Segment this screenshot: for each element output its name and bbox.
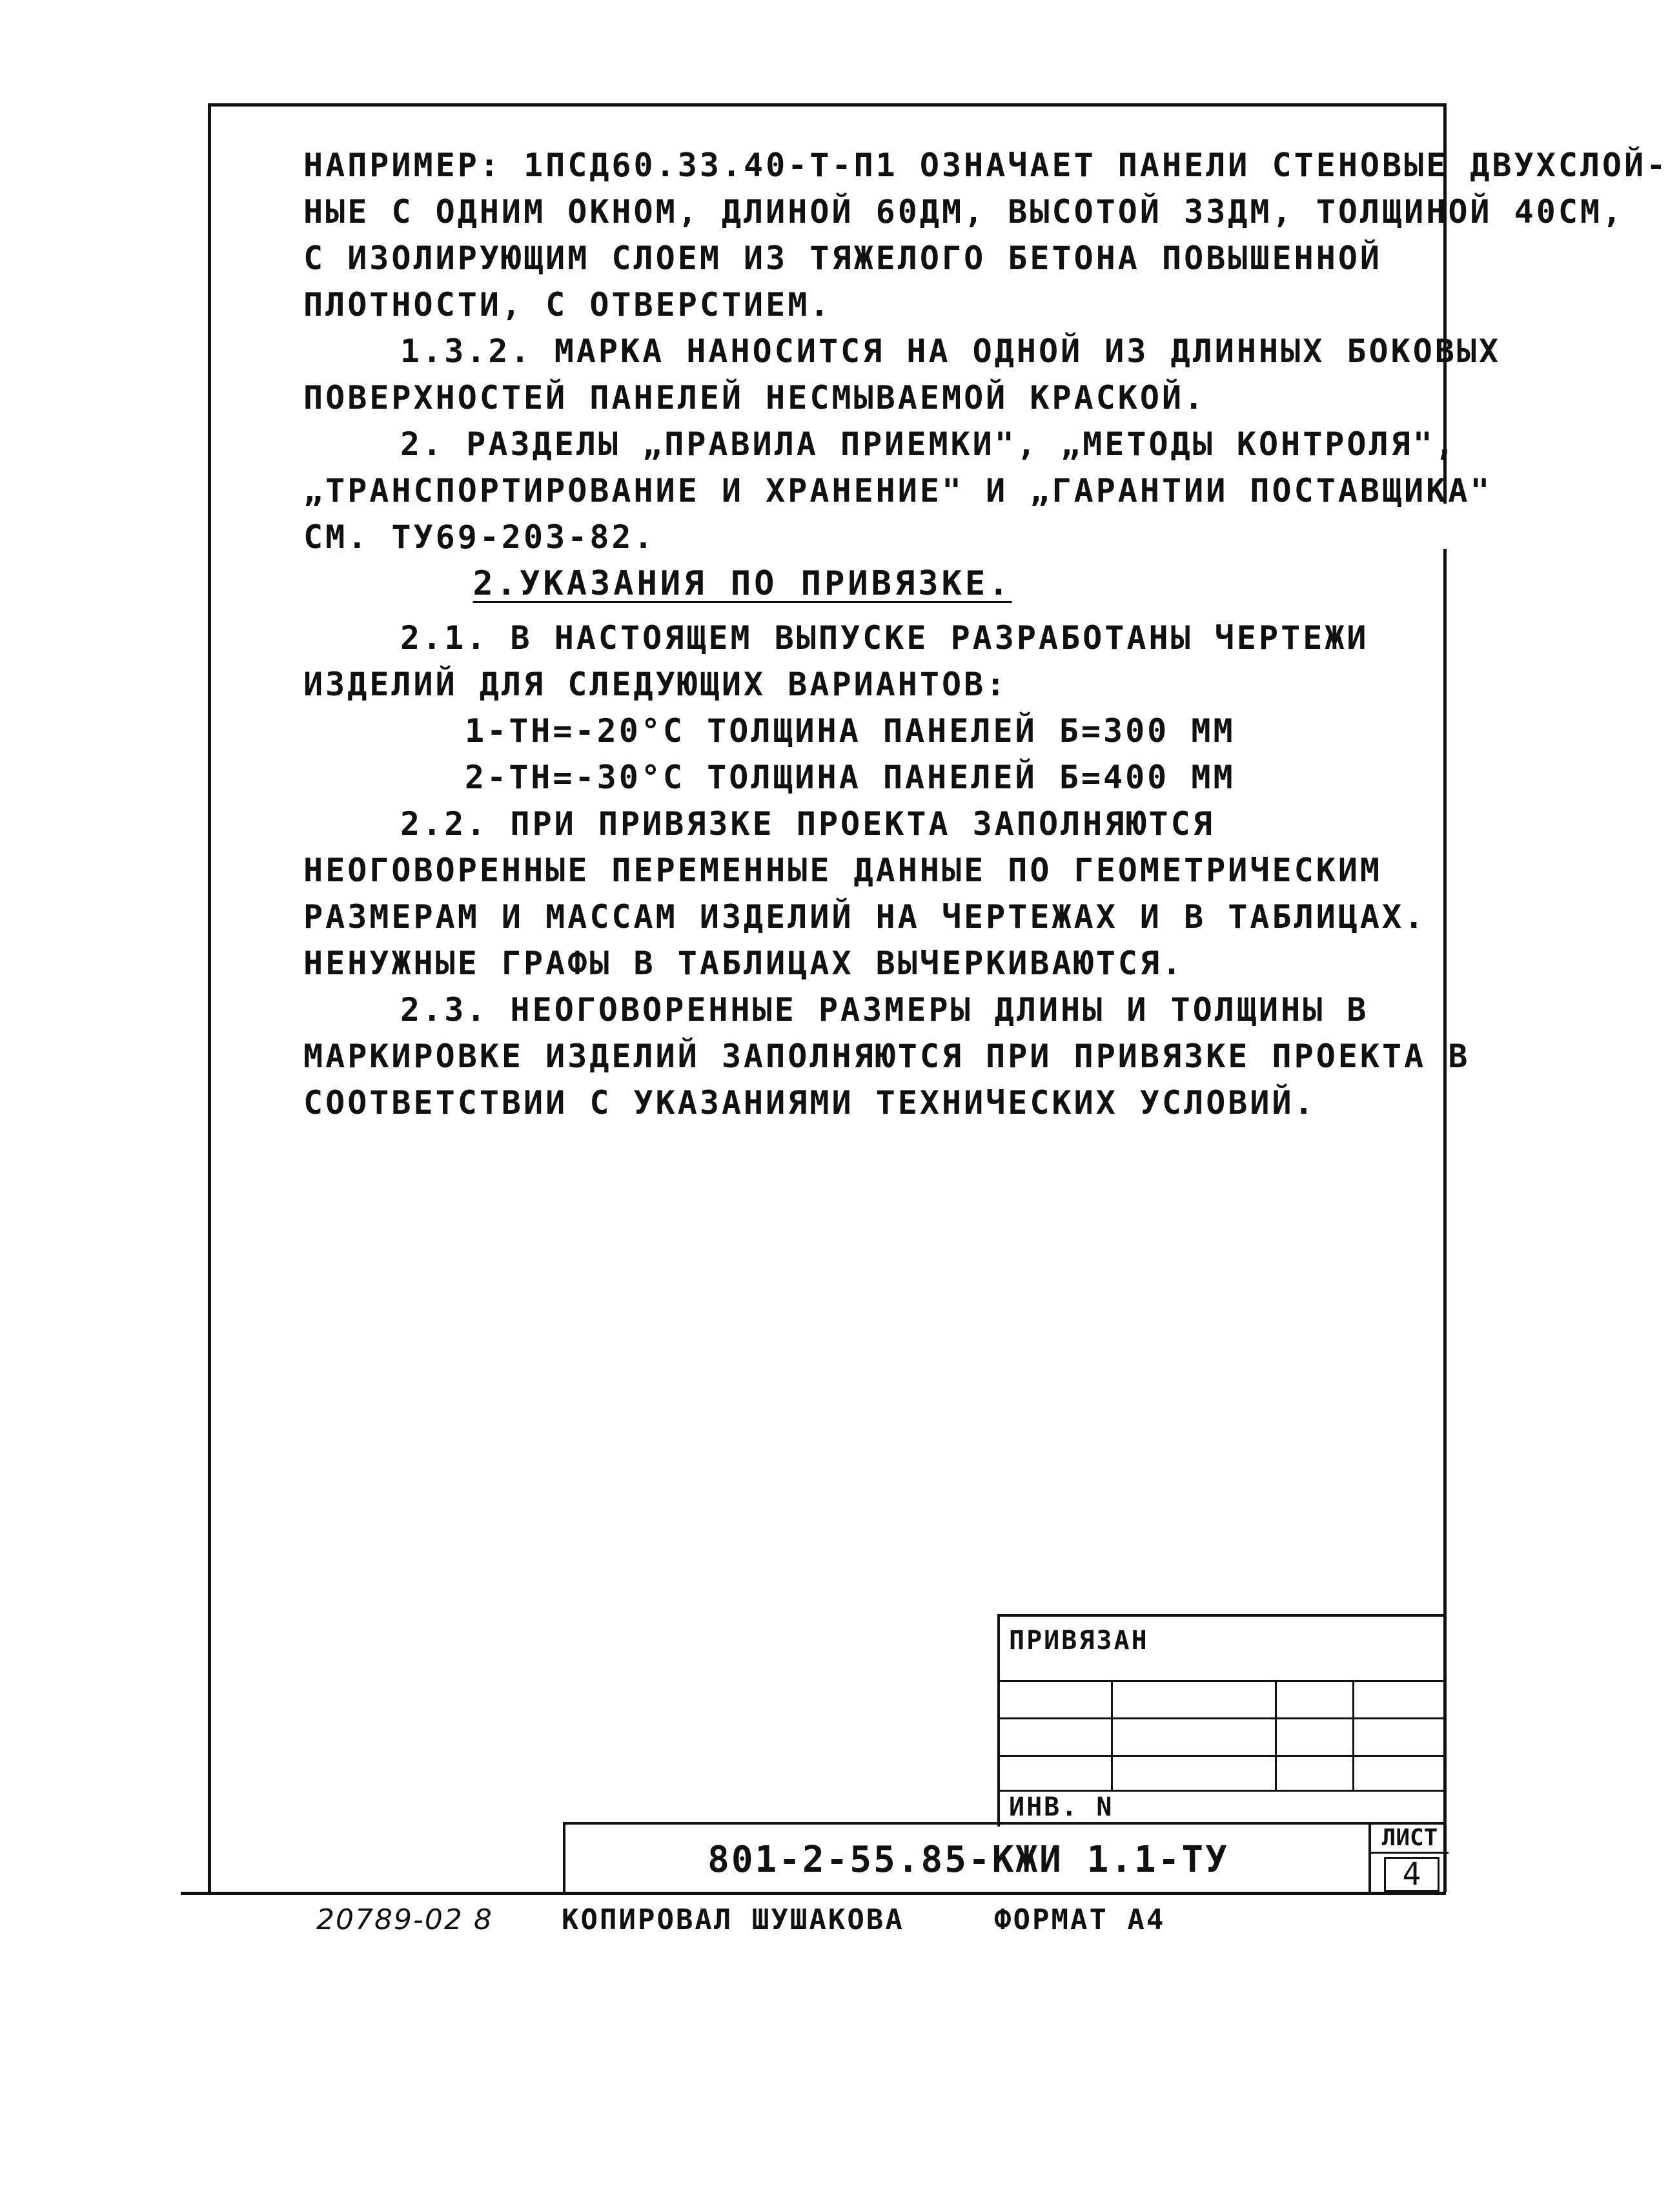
frame-left-border <box>208 103 211 1892</box>
stamp-grid-line <box>1275 1681 1277 1791</box>
body-line: СООТВЕТСТВИИ С УКАЗАНИЯМИ ТЕХНИЧЕСКИХ УСЛОВИЙ. <box>303 1084 1316 1121</box>
body-line: МАРКИРОВКЕ ИЗДЕЛИЙ ЗАПОЛНЯЮТСЯ ПРИ ПРИВЯЗКЕ ПРОЕКТА В <box>303 1038 1470 1075</box>
body-line: НЕНУЖНЫЕ ГРАФЫ В ТАБЛИЦАХ ВЫЧЕРКИВАЮТСЯ. <box>303 945 1185 982</box>
variant-2: 2-TН=-30°С ТОЛЩИНА ПАНЕЛЕЙ Б=400 ММ <box>465 759 1236 796</box>
body-line: НАПРИМЕР: 1ПСД60.33.40-Т-П1 ОЗНАЧАЕТ ПАНЕЛИ СТЕНОВЫЕ ДВУХСЛОЙ- <box>303 147 1668 184</box>
body-line: НЫЕ С ОДНИМ ОКНОМ, ДЛИНОЙ 60ДМ, ВЫСОТОЙ 33ДМ, ТОЛЩИНОЙ 40СМ, <box>303 193 1625 230</box>
footer-copied-by: КОПИРОВАЛ ШУШАКОВА <box>562 1903 904 1936</box>
stamp-grid-line <box>1352 1681 1354 1791</box>
variant-1: 1-TН=-20°С ТОЛЩИНА ПАНЕЛЕЙ Б=300 ММ <box>465 712 1236 750</box>
body-line: НЕОГОВОРЕННЫЕ ПЕРЕМЕННЫЕ ДАННЫЕ ПО ГЕОМЕТРИЧЕСКИМ <box>303 852 1383 889</box>
body-line: „ТРАНСПОРТИРОВАНИЕ И ХРАНЕНИЕ" И „ГАРАНТИИ ПОСТАВЩИКА" <box>303 472 1492 509</box>
stamp-grid-line <box>1111 1681 1113 1791</box>
body-line: СМ. ТУ69-203-82. <box>303 518 656 556</box>
clause-2: 2. РАЗДЕЛЫ „ПРАВИЛА ПРИЕМКИ", „МЕТОДЫ КОНТРОЛЯ", <box>400 425 1457 463</box>
sheet-box <box>1368 1825 1449 1894</box>
body-line: ПОВЕРХНОСТЕЙ ПАНЕЛЕЙ НЕСМЫВАЕМОЙ КРАСКОЙ. <box>303 379 1206 416</box>
section-heading-row <box>303 560 1427 615</box>
body-line: ИЗДЕЛИЙ ДЛЯ СЛЕДУЮЩИХ ВАРИАНТОВ: <box>303 666 1008 703</box>
inventory-label: ИНВ. N <box>1009 1792 1114 1822</box>
stamp-grid-line <box>1000 1717 1446 1719</box>
body-line: ПЛОТНОСТИ, С ОТВЕРСТИЕМ. <box>303 286 832 323</box>
clause-2-2: 2.2. ПРИ ПРИВЯЗКЕ ПРОЕКТА ЗАПОЛНЯЮТСЯ <box>400 805 1215 843</box>
document-body <box>303 142 1668 1126</box>
stamp-grid-line <box>1000 1680 1446 1682</box>
stamp-grid-line <box>1000 1755 1446 1757</box>
footer-format: ФОРМАТ А4 <box>994 1903 1166 1936</box>
sheet-label: ЛИСТ <box>1371 1825 1449 1854</box>
sheet-number: 4 <box>1384 1857 1439 1892</box>
clause-1-3-2: 1.3.2. МАРКА НАНОСИТСЯ НА ОДНОЙ ИЗ ДЛИННЫХ БОКОВЫХ <box>400 333 1501 370</box>
section-heading: 2.УКАЗАНИЯ ПО ПРИВЯЗКЕ. <box>473 564 1012 603</box>
stamp-grid-line <box>1000 1790 1446 1792</box>
title-block <box>563 1822 1446 1894</box>
binding-stamp <box>997 1614 1446 1827</box>
clause-2-3: 2.3. НЕОГОВОРЕННЫЕ РАЗМЕРЫ ДЛИНЫ И ТОЛЩИНЫ В <box>400 991 1369 1029</box>
frame-top-border <box>208 103 1446 107</box>
body-line: С ИЗОЛИРУЮЩИМ СЛОЕМ ИЗ ТЯЖЕЛОГО БЕТОНА ПОВЫШЕННОЙ <box>303 240 1383 277</box>
clause-2-1: 2.1. В НАСТОЯЩЕМ ВЫПУСКЕ РАЗРАБОТАНЫ ЧЕРТЕЖИ <box>400 619 1369 657</box>
footer-doc-number: 20789-02 8 <box>316 1903 493 1936</box>
stamp-label: ПРИВЯЗАН <box>1009 1626 1149 1655</box>
body-line: РАЗМЕРАМ И МАССАМ ИЗДЕЛИЙ НА ЧЕРТЕЖАХ И В ТАБЛИЦАХ. <box>303 898 1427 936</box>
document-code: 801-2-55.85-КЖИ 1.1-ТУ <box>707 1838 1229 1881</box>
